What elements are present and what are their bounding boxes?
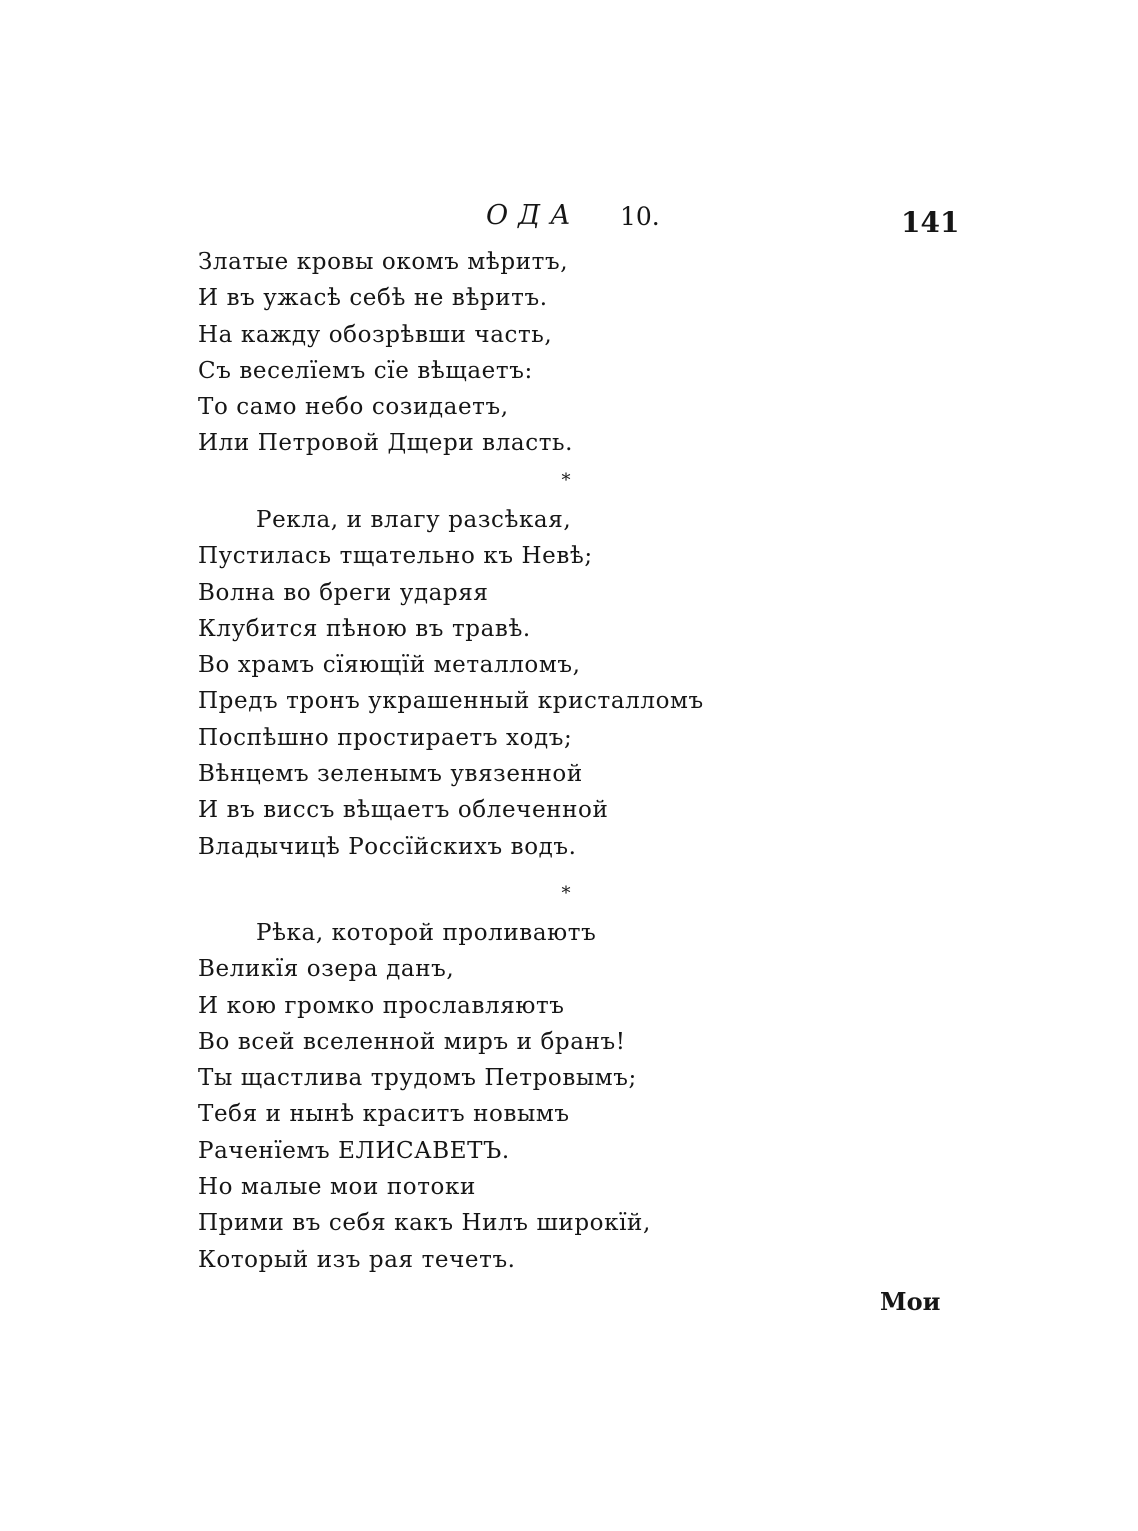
- verse-line: И кою громко прославляютъ: [198, 992, 565, 1019]
- verse-line: Волна во бреги ударяя: [198, 579, 489, 606]
- verse-line: То само небо созидаетъ,: [198, 394, 509, 421]
- verse-line: Во храмъ сїяющїй металломъ,: [198, 652, 581, 679]
- verse-line: Поспѣшно простираетъ ходъ;: [198, 724, 573, 751]
- verse-line: Предъ тронъ украшенный кристалломъ: [198, 688, 704, 715]
- verse-line: Прими въ себя какъ Нилъ широкїй,: [198, 1210, 651, 1237]
- verse-line: И въ ужасѣ себѣ не вѣритъ.: [198, 285, 548, 312]
- running-title: ОДА: [486, 200, 581, 231]
- verse-line: Владычицѣ Россїйскихъ водъ.: [198, 833, 577, 860]
- stanza-3: [198, 915, 758, 1278]
- verse-line: Пустилась тщательно къ Невѣ;: [198, 543, 593, 570]
- verse-line: Во всей вселенной миръ и бранъ!: [198, 1028, 626, 1055]
- page-number: 141: [901, 206, 960, 239]
- verse-line: Но малые мои потоки: [198, 1174, 476, 1201]
- verse-line: Вѣнцемъ зеленымъ увязенной: [198, 761, 583, 788]
- stanza-1: [198, 244, 758, 462]
- verse-line-indented: Рѣка, которой проливаютъ: [256, 920, 597, 946]
- verse-line: Тебя и нынѣ краситъ новымъ: [198, 1101, 570, 1128]
- ode-number: 10.: [620, 202, 660, 231]
- stanza-divider-asterisk: *: [561, 470, 571, 491]
- verse-line: Великїя озера данъ,: [198, 956, 455, 983]
- verse-line: Или Петровой Дщери власть.: [198, 430, 574, 457]
- stanza-2: [198, 502, 758, 865]
- catchword: Мои: [880, 1287, 941, 1316]
- verse-line: Съ веселїемъ сїе вѣщаетъ:: [198, 357, 533, 384]
- verse-line-indented: Рекла, и влагу разсѣкая,: [256, 507, 572, 533]
- verse-line: Который изъ рая течетъ.: [198, 1246, 516, 1273]
- stanza-divider-asterisk: *: [561, 883, 571, 904]
- verse-line: Клубится пѣною въ травѣ.: [198, 615, 531, 642]
- verse-line: Златые кровы окомъ мѣритъ,: [198, 249, 569, 275]
- verse-line: Раченїемъ ЕЛИСАВЕТЪ.: [198, 1137, 510, 1164]
- page-header: [0, 200, 1138, 240]
- verse-line: И въ виссъ вѣщаетъ облеченной: [198, 797, 609, 824]
- verse-line: На кажду обозрѣвши часть,: [198, 321, 553, 348]
- verse-line: Ты щастлива трудомъ Петровымъ;: [198, 1065, 637, 1092]
